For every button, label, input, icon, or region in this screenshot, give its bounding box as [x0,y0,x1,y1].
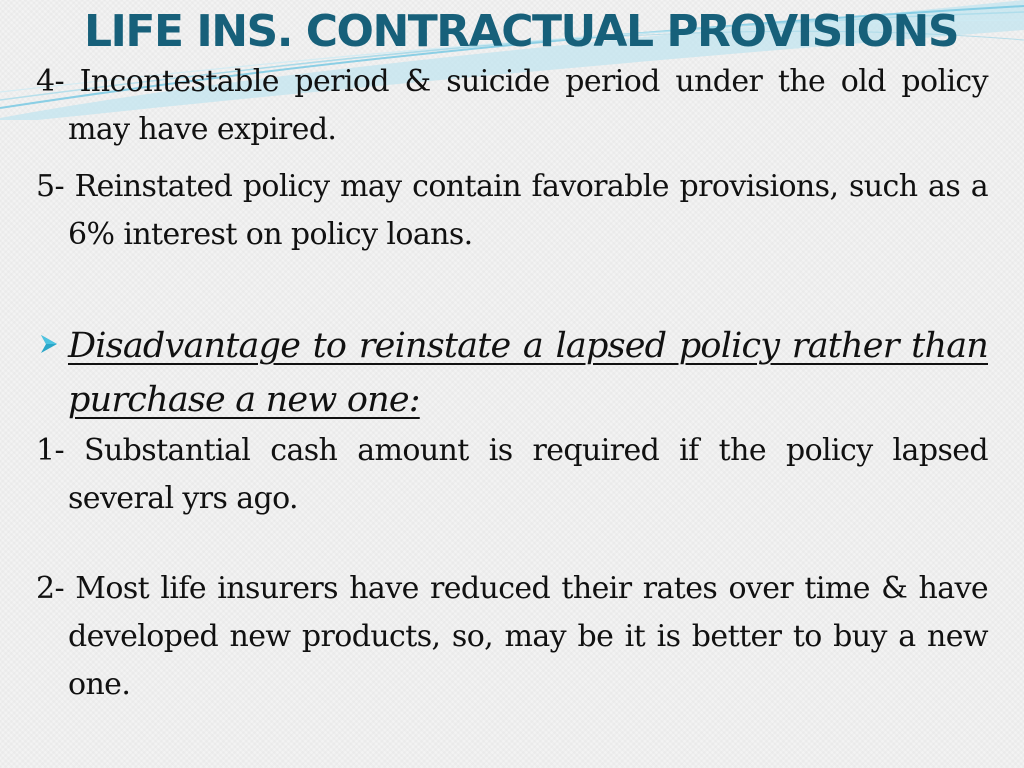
list-item-5: 5- Reinstated policy may contain favorable provisions, such as a 6% interest on policy loans. [36,169,988,252]
disadvantage-heading-row [36,319,988,427]
arrow-bullet-icon [38,333,60,355]
disadvantage-heading: Disadvantage to reinstate a lapsed policy rather than purchase a new one: [68,326,988,420]
list-item-2: 2- Most life insurers have reduced their rates over time & have developed new products, so, may be it is better to buy a new one. [36,571,988,702]
list-item-4: 4- Incontestable period & suicide period under the old policy may have expired. [36,64,988,147]
list-item-1: 1- Substantial cash amount is required if the policy lapsed several yrs ago. [36,433,988,516]
slide-title: LIFE INS. CONTRACTUAL PROVISIONS [84,6,959,57]
slide-content [36,58,988,709]
